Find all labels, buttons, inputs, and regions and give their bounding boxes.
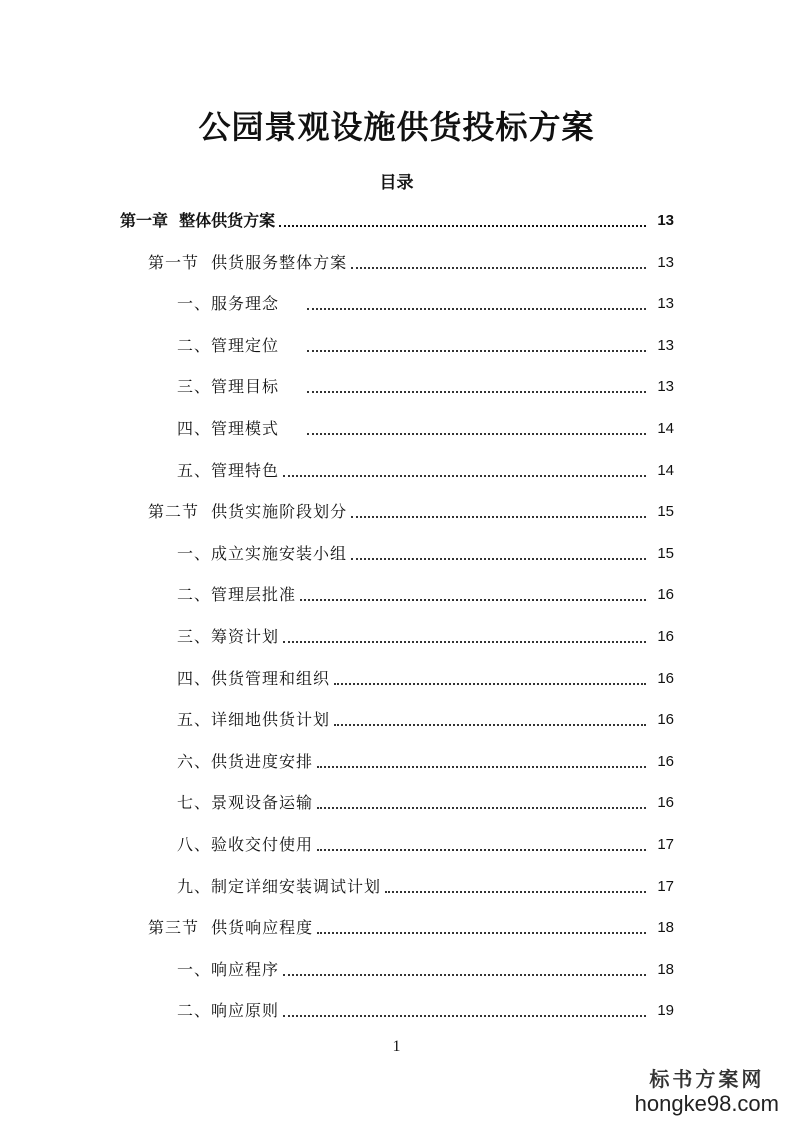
watermark: [635, 1063, 779, 1116]
toc-leader-dots: [307, 308, 646, 310]
toc-entry-page: 18: [657, 960, 674, 978]
toc-subsection-entry[interactable]: [177, 666, 674, 690]
toc-entry-label: 三、筹资计划: [177, 627, 280, 646]
toc-leader-dots: [307, 391, 646, 393]
toc-entry-page: 16: [657, 752, 674, 770]
toc-leader-dots: [317, 807, 646, 809]
toc-entry-label: 二、响应原则: [177, 1001, 280, 1021]
toc-entry-page: 14: [657, 461, 674, 479]
toc-leader-dots: [317, 849, 646, 851]
toc-leader-dots: [300, 599, 646, 601]
toc-entry-page: 16: [657, 628, 674, 645]
toc-entry-page: 16: [657, 586, 674, 604]
toc-leader-dots: [317, 766, 646, 768]
toc-leader-dots: [283, 974, 646, 976]
toc-entry-page: 16: [657, 794, 674, 812]
watermark-url: hongke98.com: [634, 1091, 779, 1116]
toc-leader-dots: [283, 1015, 646, 1017]
watermark-text: 标书方案网: [649, 1067, 765, 1091]
page-number: 1: [392, 1038, 401, 1055]
toc-heading: 目录: [379, 173, 414, 193]
toc-entry-label: 四、管理模式: [177, 419, 304, 438]
toc-entry-label: 八、验收交付使用: [177, 835, 314, 854]
toc-leader-dots: [351, 516, 646, 518]
toc-subsection-entry[interactable]: [177, 333, 674, 357]
toc-leader-dots: [351, 267, 646, 269]
toc-section-entry[interactable]: [148, 499, 674, 523]
toc-leader-dots: [334, 683, 646, 685]
toc-subsection-entry[interactable]: [177, 541, 674, 565]
toc-leader-dots: [283, 475, 646, 477]
toc-subsection-entry[interactable]: [177, 291, 674, 315]
toc-subsection-entry[interactable]: [177, 416, 674, 440]
toc-entry-label: 一、响应程序: [177, 959, 280, 979]
toc-leader-dots: [334, 724, 646, 726]
toc-entry-label: 第二节 供货实施阶段划分: [148, 502, 348, 522]
toc-entry-page: 13: [657, 378, 674, 396]
toc-entry-label: 第一章 整体供货方案: [120, 211, 276, 230]
toc-entry-label: 二、管理定位: [177, 335, 304, 355]
toc-subsection-entry[interactable]: [177, 874, 674, 898]
toc-entry-label: 三、管理目标: [177, 377, 304, 397]
toc-entry-label: 一、成立实施安装小组: [177, 543, 348, 563]
toc-subsection-entry[interactable]: [177, 582, 674, 606]
toc-subsection-entry[interactable]: [177, 957, 674, 981]
toc-leader-dots: [307, 350, 646, 352]
toc-subsection-entry[interactable]: [177, 832, 674, 856]
toc-entry-label: 五、管理特色: [177, 460, 280, 480]
toc-entry-label: 第三节 供货响应程度: [148, 918, 314, 938]
toc-entry-label: 第一节 供货服务整体方案: [148, 252, 348, 272]
toc-entry-label: 四、供货管理和组织: [177, 668, 331, 688]
toc-subsection-entry[interactable]: [177, 749, 674, 773]
toc-subsection-entry[interactable]: [177, 458, 674, 482]
toc-entry-page: 15: [657, 544, 674, 562]
toc-entry-page: 17: [657, 836, 674, 853]
toc-leader-dots: [283, 641, 646, 643]
toc-entry-label: 七、景观设备运输: [177, 793, 314, 813]
toc-entry-page: 13: [657, 212, 674, 229]
toc-entry-page: 15: [657, 503, 674, 521]
toc-chapter-entry[interactable]: [120, 208, 674, 232]
toc-leader-dots: [317, 932, 646, 934]
toc-entry-page: 18: [657, 919, 674, 937]
toc-subsection-entry[interactable]: [177, 998, 674, 1022]
toc-subsection-entry[interactable]: [177, 790, 674, 814]
toc-leader-dots: [351, 558, 646, 560]
toc-entry-label: 六、供货进度安排: [177, 751, 314, 771]
toc-subsection-entry[interactable]: [177, 374, 674, 398]
toc-entry-label: 一、服务理念: [177, 294, 304, 314]
toc-entry-label: 五、详细地供货计划: [177, 710, 331, 730]
toc-leader-dots: [307, 433, 646, 435]
toc-entry-page: 13: [657, 336, 674, 354]
toc-entry-label: 二、管理层批准: [177, 585, 297, 605]
toc-section-entry[interactable]: [148, 915, 674, 939]
toc-entry-page: 13: [657, 253, 674, 271]
toc-entry-page: 13: [657, 295, 674, 313]
toc-leader-dots: [385, 891, 646, 893]
toc-subsection-entry[interactable]: [177, 624, 674, 648]
toc-leader-dots: [279, 225, 646, 227]
toc-subsection-entry[interactable]: [177, 707, 674, 731]
toc-entry-page: 14: [657, 420, 674, 437]
toc-entry-page: 19: [657, 1002, 674, 1020]
toc-entry-label: 九、制定详细安装调试计划: [177, 876, 382, 896]
toc-section-entry[interactable]: [148, 250, 674, 274]
toc-entry-page: 17: [657, 877, 674, 895]
document-title: 公园景观设施供货投标方案: [198, 108, 595, 146]
toc-entry-page: 16: [657, 669, 674, 687]
toc-entry-page: 16: [657, 711, 674, 729]
